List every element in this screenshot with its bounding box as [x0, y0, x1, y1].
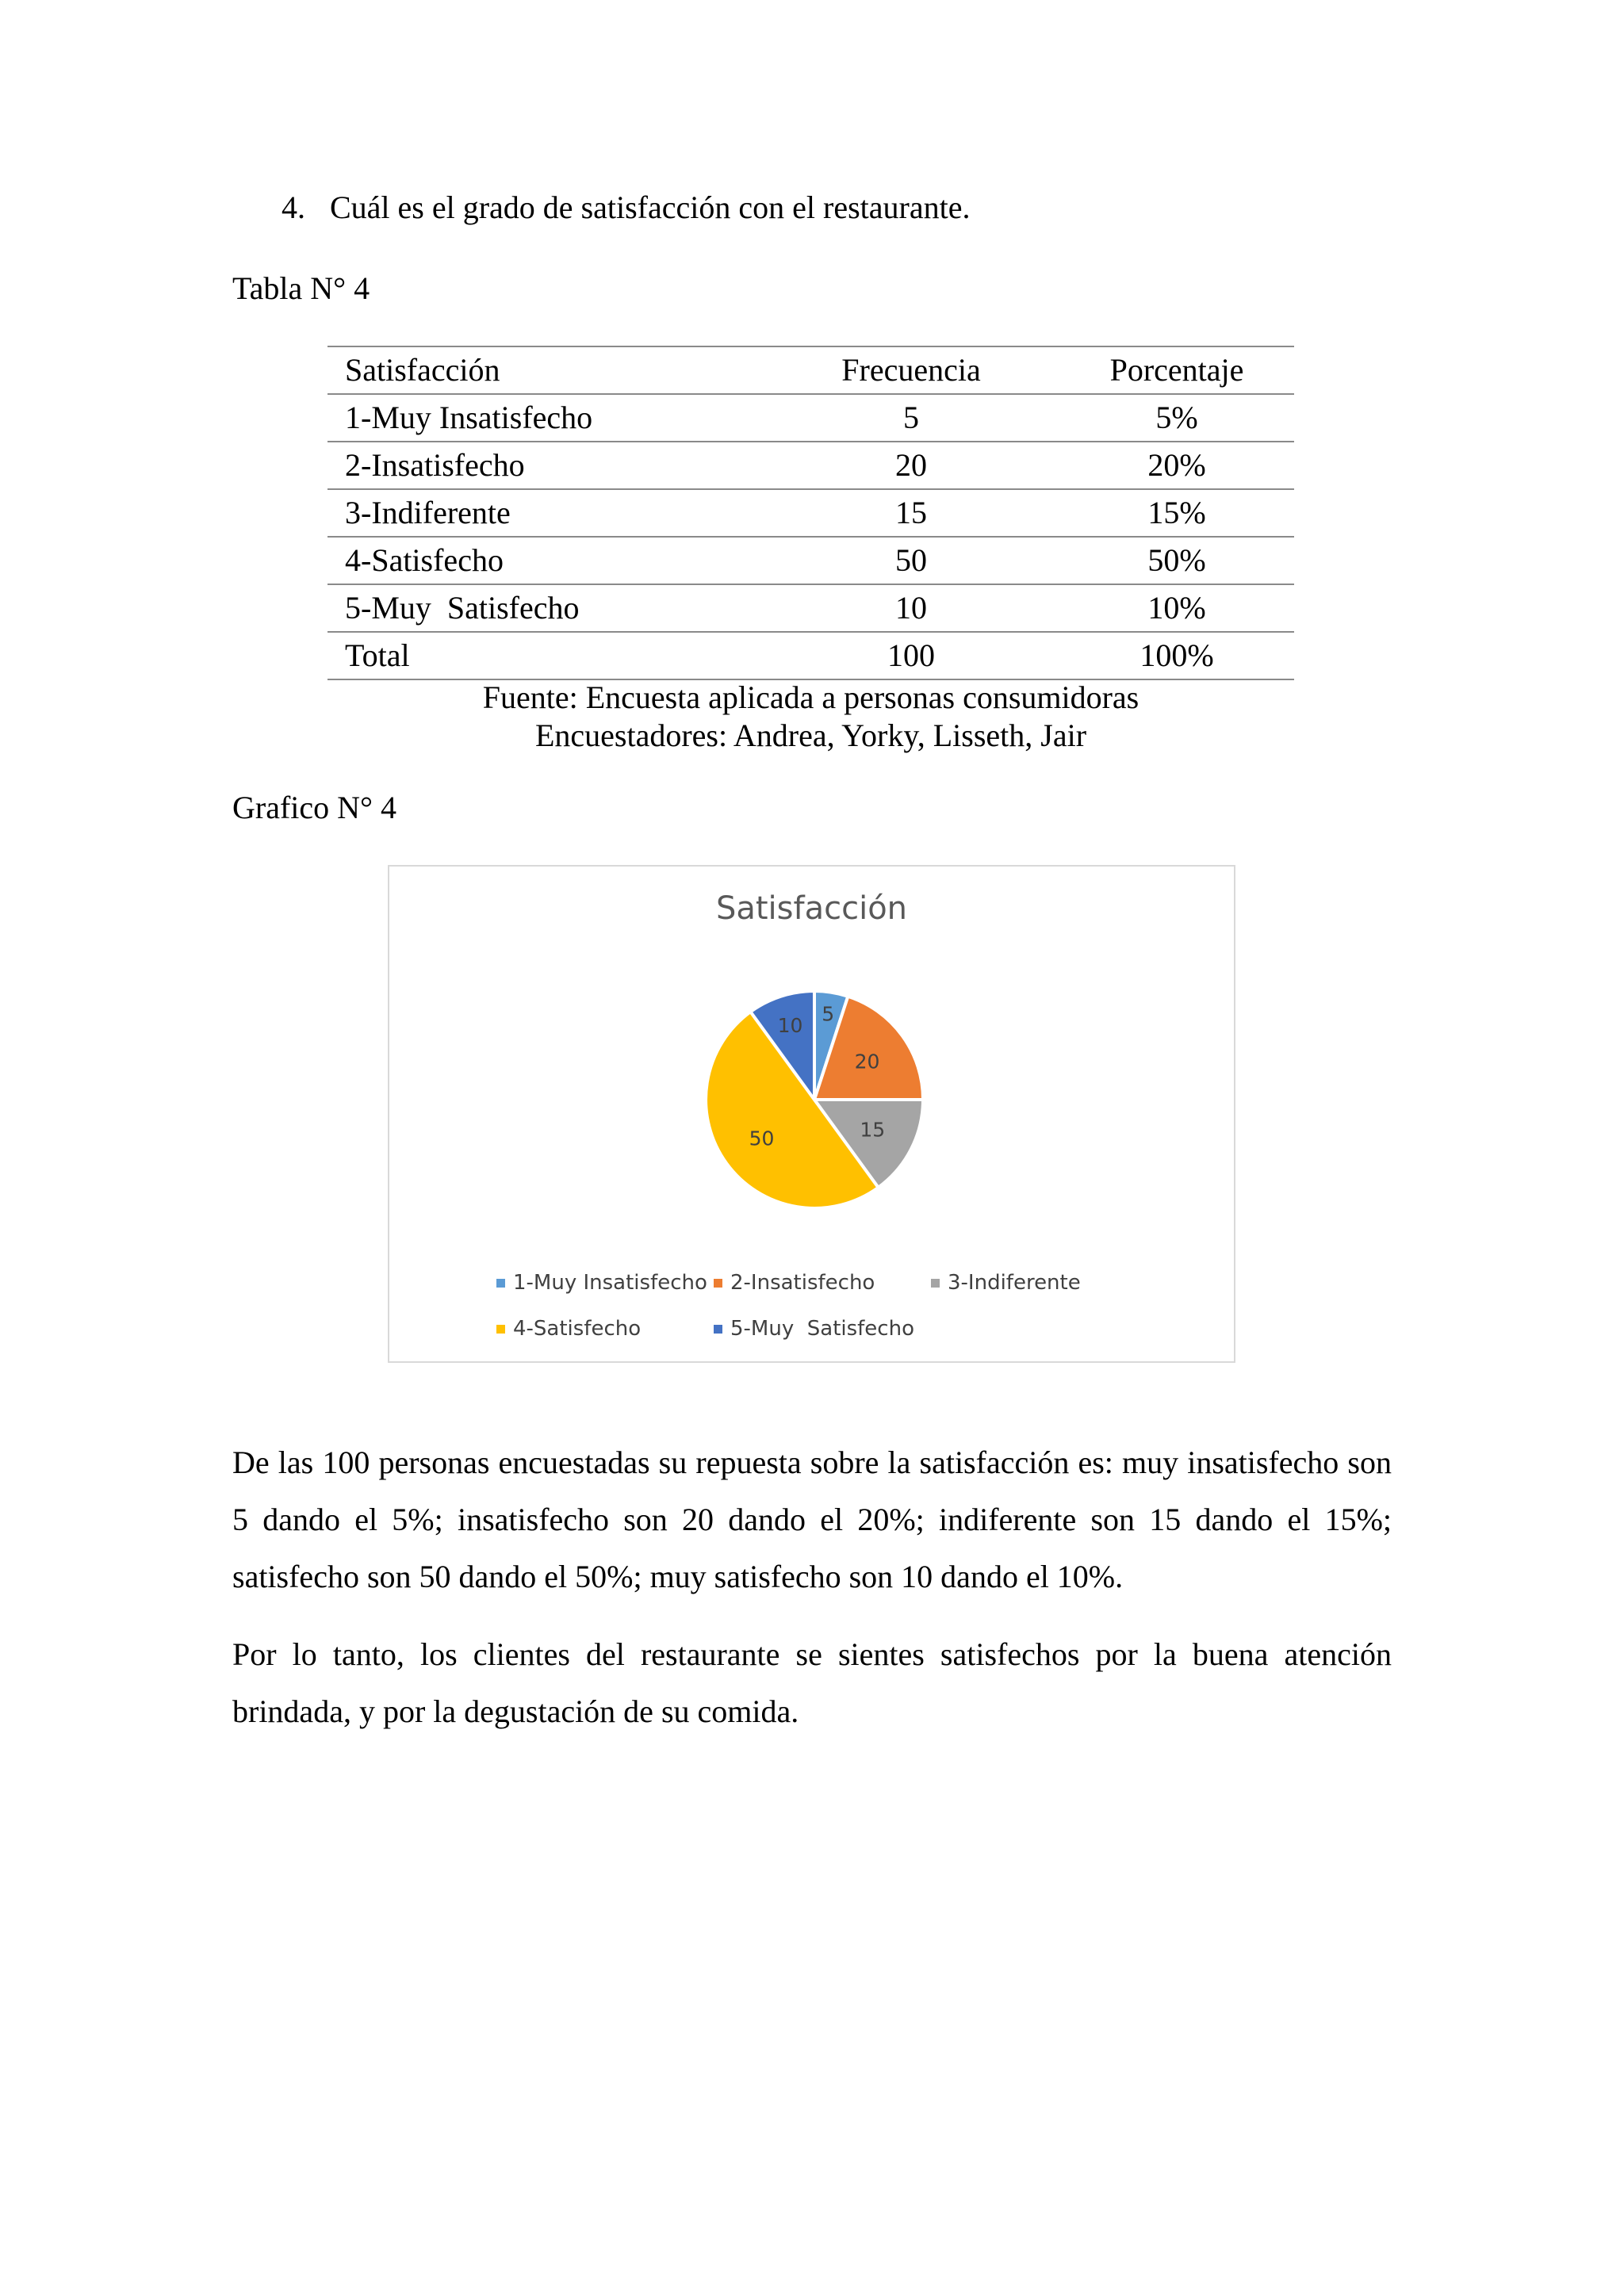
legend-swatch: [496, 1279, 505, 1288]
table-row: [327, 584, 1294, 632]
legend-label: 2-Insatisfecho: [730, 1271, 875, 1295]
conclusion-paragraph: Por lo tanto, los clientes del restaurante se sientes satisfechos por la buena atención brindada, y por la degustación de su comida.: [232, 1636, 1392, 1729]
legend-item-5: [714, 1317, 914, 1341]
legend-label: 5-Muy Satisfecho: [730, 1317, 914, 1341]
pie-data-label-4: 50: [749, 1127, 775, 1150]
pie-data-label-5: 10: [777, 1014, 803, 1038]
table-row: [327, 537, 1294, 584]
cell-porcentaje: 15%: [1059, 489, 1294, 537]
cell-frecuencia: 20: [763, 442, 1059, 489]
legend-swatch: [714, 1325, 722, 1334]
header-porcentaje: Porcentaje: [1059, 346, 1294, 394]
question-text: Cuál es el grado de satisfacción con el restaurante.: [330, 189, 971, 225]
legend-label: 1-Muy Insatisfecho: [513, 1271, 707, 1295]
analysis-paragraph: De las 100 personas encuestadas su repuesta sobre la satisfacción es: muy insatisfecho son 5 dando el 5%; insatisfecho son 20 dando el 20%; indiferente son 15 dando el 15%; satisfecho son 50 dando el 50%; muy satisfecho son 10 dando el 10%.: [232, 1445, 1392, 1594]
table-row: [327, 442, 1294, 489]
cell-total-frecuencia: 100: [763, 632, 1059, 679]
legend-swatch: [931, 1279, 940, 1288]
legend-swatch: [714, 1279, 722, 1288]
table-total-row: [327, 632, 1294, 679]
cell-satisfaccion: 3-Indiferente: [327, 489, 763, 537]
legend-swatch: [496, 1325, 505, 1334]
question-number: 4.: [282, 189, 305, 225]
cell-porcentaje: 20%: [1059, 442, 1294, 489]
header-satisfaccion: Satisfacción: [327, 346, 763, 394]
cell-total-label: Total: [327, 632, 763, 679]
legend-item-3: [931, 1271, 1081, 1295]
pie-chart-frame: [388, 865, 1235, 1363]
legend-label: 4-Satisfecho: [513, 1317, 642, 1341]
cell-frecuencia: 15: [763, 489, 1059, 537]
table-header-row: [327, 346, 1294, 394]
pie-data-label-3: 15: [860, 1118, 886, 1142]
pie-data-label-2: 20: [854, 1050, 880, 1073]
table-source: Fuente: Encuesta aplicada a personas consumidoras: [482, 679, 1139, 715]
satisfaction-table: [327, 346, 1294, 680]
cell-porcentaje: 10%: [1059, 584, 1294, 632]
table-caption: Tabla N° 4: [232, 270, 370, 306]
cell-frecuencia: 10: [763, 584, 1059, 632]
cell-porcentaje: 5%: [1059, 394, 1294, 442]
pie-data-label-1: 5: [822, 1002, 835, 1026]
cell-frecuencia: 50: [763, 537, 1059, 584]
cell-frecuencia: 5: [763, 394, 1059, 442]
table-surveyors: Encuestadores: Andrea, Yorky, Lisseth, Jair: [534, 718, 1087, 753]
cell-satisfaccion: 1-Muy Insatisfecho: [327, 394, 763, 442]
header-frecuencia: Frecuencia: [763, 346, 1059, 394]
cell-satisfaccion: 5-Muy Satisfecho: [327, 584, 763, 632]
legend-item-4: [496, 1317, 641, 1341]
cell-total-porcentaje: 100%: [1059, 632, 1294, 679]
table-row: [327, 489, 1294, 537]
legend-label: 3-Indiferente: [948, 1271, 1081, 1295]
table-row: [327, 394, 1294, 442]
cell-porcentaje: 50%: [1059, 537, 1294, 584]
cell-satisfaccion: 2-Insatisfecho: [327, 442, 763, 489]
chart-title: Satisfacción: [715, 890, 908, 927]
legend-item-1: [496, 1271, 707, 1295]
legend-item-2: [714, 1271, 875, 1295]
chart-caption: Grafico N° 4: [232, 790, 397, 825]
cell-satisfaccion: 4-Satisfecho: [327, 537, 763, 584]
